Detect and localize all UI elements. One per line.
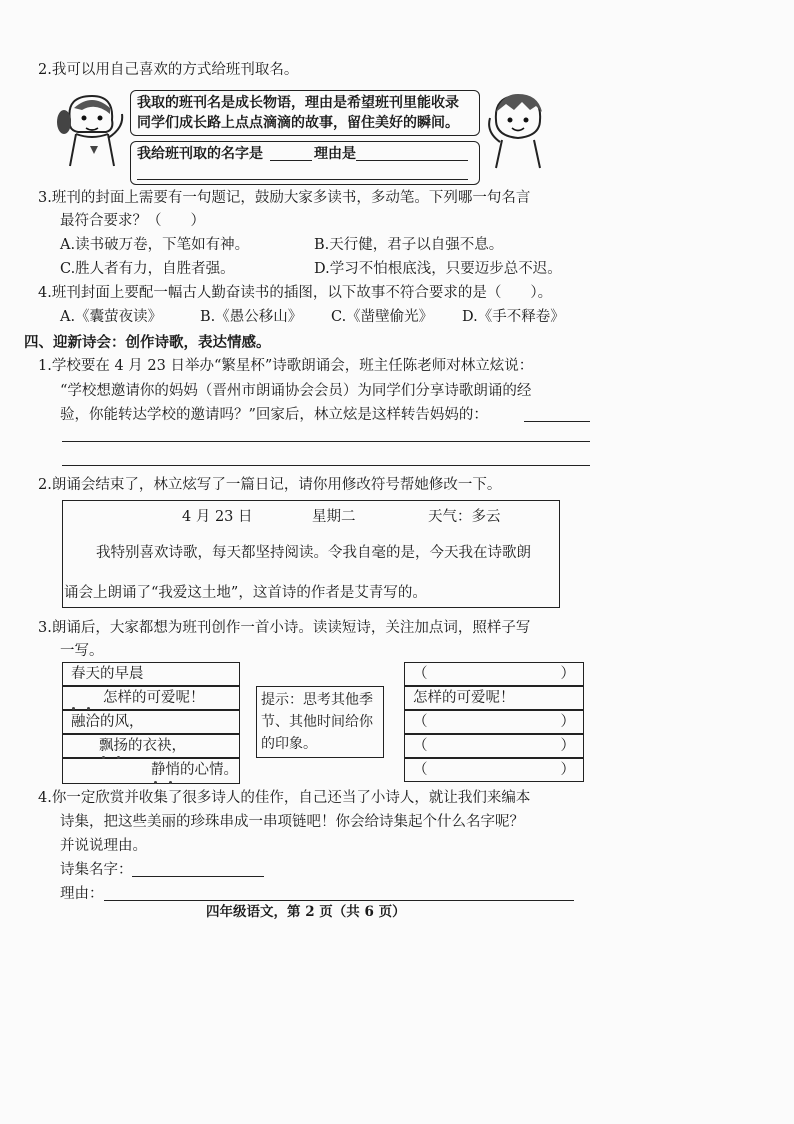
s4-q4-line-3: 并说说理由。 (60, 838, 147, 854)
emphasis-dot (72, 707, 75, 710)
s4-q1-blank-1[interactable] (524, 421, 590, 422)
answer-poem-line-5[interactable]: （ ） (404, 758, 584, 782)
q4-option-d[interactable]: D.《手不释卷》 (462, 309, 565, 325)
answer-reason-blank-1[interactable] (356, 160, 468, 161)
poem-line-5: 静悄的心情。 (62, 758, 240, 784)
section-4-heading: 四、迎新诗会：创作诗歌，表达情感。 (24, 334, 271, 351)
poem-line-2: 怎样的可爱呢！ (62, 686, 240, 710)
diary-weekday: 星期二 (312, 509, 356, 525)
s4-q1-line-2: “学校想邀请你的妈妈（晋州市朗诵协会会员）为同学们分享诗歌朗诵的经 (60, 383, 532, 399)
boy-illustration (482, 90, 554, 170)
answer-reason-blank-2[interactable] (137, 179, 468, 180)
answer-prefix: 我给班刊取的名字是 (137, 146, 263, 162)
emphasis-dot (102, 756, 105, 759)
answer-poem-line-1[interactable]: （ ） (404, 662, 584, 686)
q3-option-a[interactable]: A.读书破万卷，下笔如有神。 (60, 237, 250, 253)
q4-option-a[interactable]: A.《囊萤夜读》 (60, 309, 163, 325)
speech-line-1: 我取的班刊名是成长物语，理由是希望班刊里能收录 (137, 95, 459, 111)
diary-body-line-2: 诵会上朗诵了“我爱这土地”，这首诗的作者是艾青写的。 (64, 585, 427, 601)
answer-poem-line-3[interactable]: （ ） (404, 710, 584, 734)
diary-weather: 天气：多云 (428, 509, 501, 525)
reason-blank[interactable] (104, 900, 574, 901)
reason-label: 理由： (60, 886, 104, 902)
poem-line-4: 飘扬的衣袂， (62, 734, 240, 758)
s4-q1-line-3: 验，你能转达学校的邀请吗？”回家后，林立炫是这样转告妈妈的： (60, 407, 488, 423)
emphasis-dot (154, 781, 157, 784)
poetry-name-label: 诗集名字： (60, 862, 133, 878)
s4-q1-blank-3[interactable] (62, 465, 590, 466)
answer-name-blank[interactable] (270, 160, 312, 161)
q4-option-c[interactable]: C.《凿壁偷光》 (331, 309, 434, 325)
emphasis-dot (117, 756, 120, 759)
s4-q1-blank-2[interactable] (62, 441, 590, 442)
q3-option-b[interactable]: B.天行健，君子以自强不息。 (314, 237, 504, 253)
hint-text: 提示：思考其他季节、其他时间给你的印象。 (261, 692, 373, 752)
answer-poem-line-4[interactable]: （ ） (404, 734, 584, 758)
diary-date: 4 月 23 日 (182, 509, 253, 525)
q3-option-c[interactable]: C.胜人者有力，自胜者强。 (60, 261, 235, 277)
emphasis-dot (169, 781, 172, 784)
q3-line-1: 3.班刊的封面上需要有一句题记，鼓励大家多读书，多动笔。下列哪一句名言 (38, 190, 531, 206)
s4-q1-line-1: 1.学校要在 4 月 23 日举办“繁星杯”诗歌朗诵会，班主任陈老师对林立炫说： (38, 358, 534, 374)
poem-line-1: 春天的早晨 (62, 662, 240, 686)
q2-question: 2.我可以用自己喜欢的方式给班刊取名。 (38, 62, 299, 78)
s4-q4-line-2: 诗集，把这些美丽的珍珠串成一串项链吧！你会给诗集起个什么名字呢？ (60, 814, 524, 830)
q4-line-1: 4.班刊封面上要配一幅古人勤奋读书的插图，以下故事不符合要求的是（ ）。 (38, 285, 553, 301)
diary-body-line-1: 我特别喜欢诗歌，每天都坚持阅读。令我自毫的是，今天我在诗歌朗 (96, 545, 531, 561)
s4-q3-line-1: 3.朗诵后，大家都想为班刊创作一首小诗。读读短诗，关注加点词，照样子写 (38, 620, 531, 636)
emphasis-dot (87, 707, 90, 710)
s4-q3-line-2: 一写。 (60, 643, 104, 659)
q4-option-b[interactable]: B.《愚公移山》 (200, 309, 303, 325)
q3-option-d[interactable]: D.学习不怕根底浅，只要迈步总不迟。 (314, 261, 562, 277)
page-footer: 四年级语文，第 2 页（共 6 页） (206, 904, 406, 920)
poetry-name-blank[interactable] (132, 876, 264, 877)
s4-q4-line-1: 4.你一定欣赏并收集了很多诗人的佳作，自己还当了小诗人，就让我们来编本 (38, 790, 531, 806)
answer-poem-fixed: 怎样的可爱呢！ (404, 686, 584, 710)
answer-reason-label: 理由是 (314, 146, 356, 162)
speech-line-2: 同学们成长路上点点滴滴的故事，留住美好的瞬间。 (137, 115, 459, 131)
q3-line-2: 最符合要求？（ ） (60, 213, 205, 229)
girl-illustration (52, 88, 132, 168)
poem-line-3: 融洽的风， (62, 710, 240, 734)
s4-q2-line-1: 2.朗诵会结束了，林立炫写了一篇日记，请你用修改符号帮她修改一下。 (38, 477, 502, 493)
